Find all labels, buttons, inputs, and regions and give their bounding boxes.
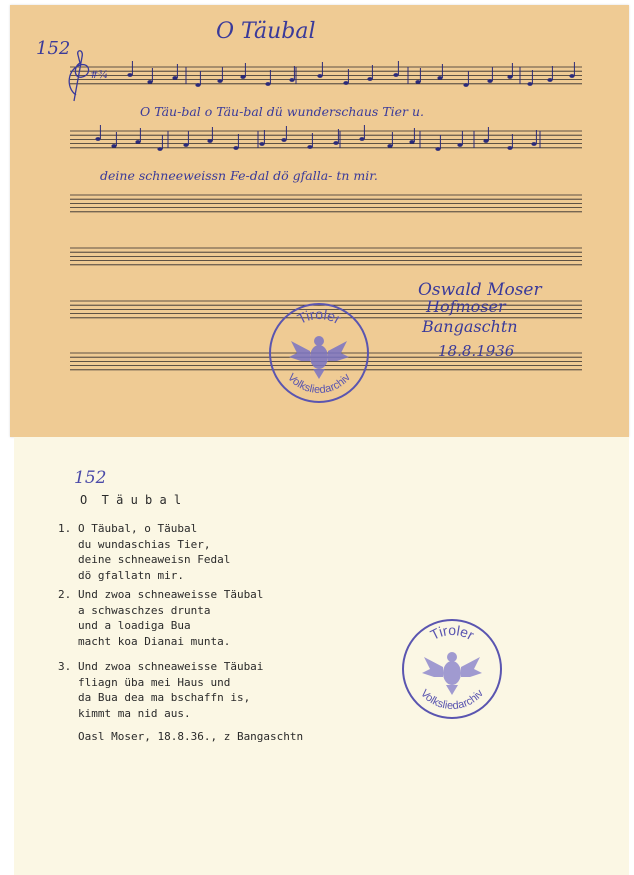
signature-date: 18.8.1936	[438, 342, 515, 360]
verse-line: da Bua dea ma bschaffn is,	[78, 691, 251, 704]
note-head	[157, 147, 162, 151]
eagle-emblem-icon	[422, 652, 482, 695]
note-head	[569, 74, 574, 78]
verse-line: a schwaschzes drunta	[78, 603, 211, 617]
note-head	[457, 143, 462, 147]
verse-line: Und zwoa schneaweisse Täubai	[78, 660, 264, 673]
note-head	[317, 74, 322, 78]
verse-line: Und zwoa schneaweisse Täubal	[78, 588, 264, 601]
key-time-signature: #¾	[90, 70, 109, 81]
note-head	[359, 137, 364, 141]
note-head	[233, 146, 238, 150]
verse-line: fliagn üba mei Haus und	[78, 675, 231, 689]
note-head	[240, 75, 245, 79]
lyrics-line-2: deine schneeweissn Fe-dal dö gfalla- tn mir.	[100, 168, 378, 183]
note-head	[195, 83, 200, 87]
note-head	[281, 138, 286, 142]
verse-line: kimmt ma nid aus.	[78, 706, 191, 720]
stamp-bottom-text: Volksliedarchiv	[285, 371, 353, 397]
verse-number: 1.	[58, 522, 72, 535]
note-head	[487, 79, 492, 83]
note-head	[409, 140, 414, 144]
manuscript-title: O Täubal	[216, 19, 316, 44]
treble-clef-icon	[69, 51, 88, 101]
stamp-top-text-2: Tiroler	[427, 621, 477, 644]
note-head	[289, 78, 294, 82]
music-manuscript-card	[10, 5, 629, 437]
note-head	[527, 82, 532, 86]
verse-line: du wundaschias Tier,	[78, 537, 211, 551]
verse-line: macht koa Dianai munta.	[78, 634, 231, 648]
typed-page-number: 152	[74, 468, 107, 488]
verse-number: 3.	[58, 660, 72, 673]
note-head	[265, 82, 270, 86]
verse-line: deine schneaweisn Fedal	[78, 553, 231, 566]
note-head	[183, 143, 188, 147]
note-head	[367, 77, 372, 81]
note-head	[531, 142, 536, 146]
stamp-top-text: Tiroler	[294, 305, 344, 328]
stamp-bottom-text-2: Volksliedarchiv	[418, 687, 486, 713]
note-head	[95, 137, 100, 141]
note-head	[507, 75, 512, 79]
signature-place: Bangaschtn	[422, 317, 518, 336]
note-head	[307, 145, 312, 149]
note-head	[547, 78, 552, 82]
note-head	[207, 139, 212, 143]
verse-line: und a loadiga Bua	[78, 619, 191, 632]
note-head	[415, 80, 420, 84]
lyrics-line-1: O Täu-bal o Täu-bal dü wunderschaus Tier u.	[140, 104, 425, 119]
note-head	[333, 141, 338, 145]
note-head	[393, 73, 398, 77]
note-head	[483, 139, 488, 143]
note-head	[217, 79, 222, 83]
note-head	[435, 147, 440, 151]
note-head	[135, 140, 140, 144]
verse-line: dö gfallatn mir.	[78, 568, 184, 582]
note-head	[111, 144, 116, 148]
note-head	[127, 73, 132, 77]
verse-line: O Täubal, o Täubal	[78, 522, 198, 535]
note-head	[387, 144, 392, 148]
typed-footer: Oasl Moser, 18.8.36., z Bangaschtn	[78, 730, 304, 743]
typed-title: O T ä u b a l	[80, 493, 182, 507]
note-head	[343, 81, 348, 85]
manuscript-page-number: 152	[36, 38, 71, 59]
note-head	[507, 146, 512, 150]
note-head	[259, 142, 264, 146]
signature-line-2: Hofmoser	[426, 297, 506, 316]
note-head	[147, 80, 152, 84]
note-head	[172, 76, 177, 80]
archive-stamp-2	[400, 617, 504, 721]
note-head	[463, 83, 468, 87]
signature-name: Oswald Moser	[418, 280, 542, 300]
typed-transcription-page	[14, 437, 629, 875]
verse-number: 2.	[58, 588, 72, 601]
eagle-emblem-icon	[289, 336, 349, 379]
note-head	[437, 76, 442, 80]
